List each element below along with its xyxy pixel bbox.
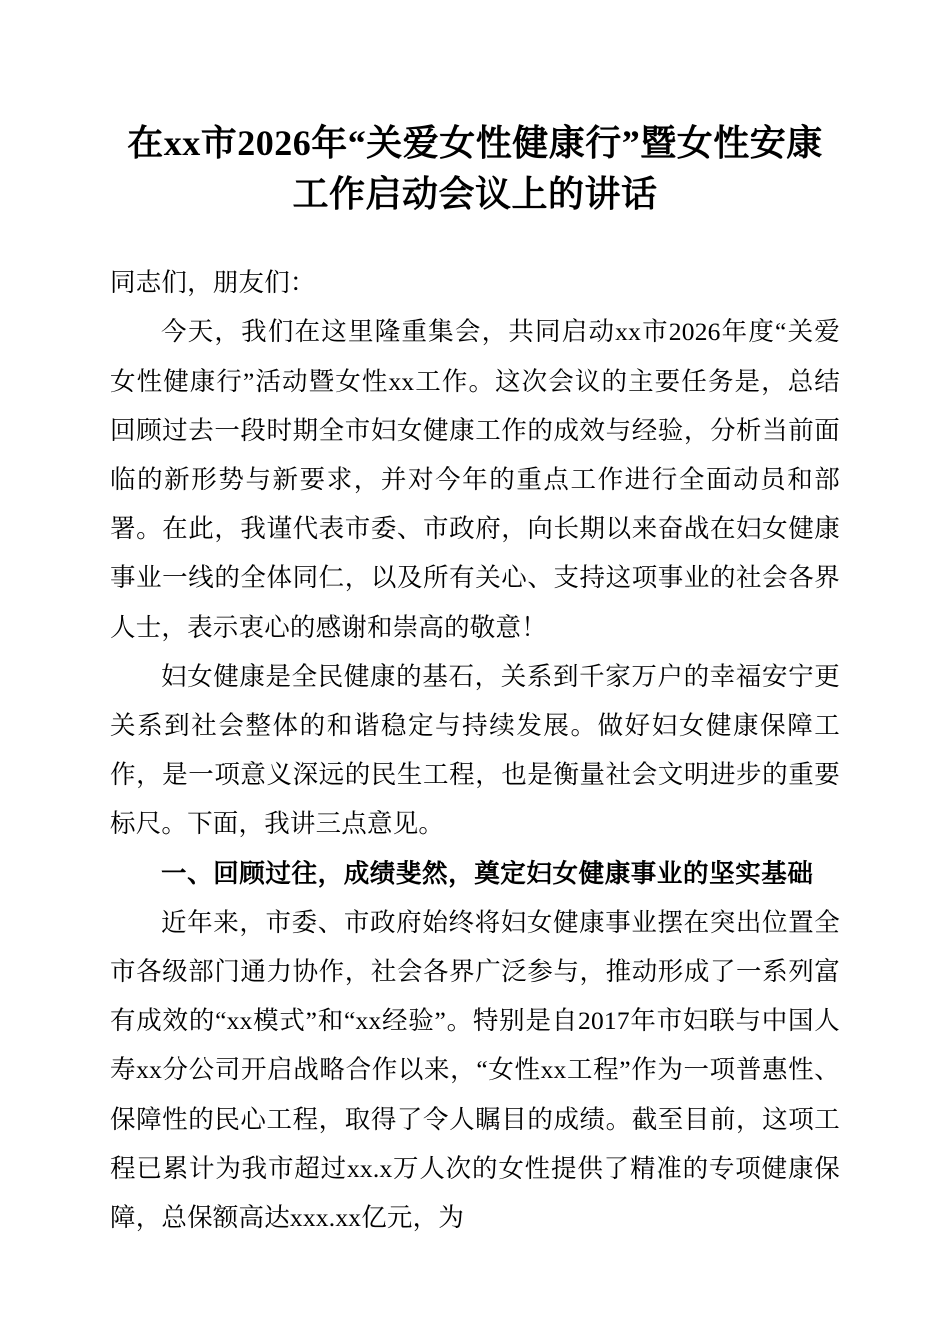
salutation: 同志们，朋友们： bbox=[110, 268, 316, 298]
paragraph-1: 今天，我们在这里隆重集会，共同启动xx市2026年度“关爱女性健康行”活动暨女性xx工作。这次会议的主要任务是，总结回顾过去一段时期全市妇女健康工作的成效与经验，分析当前面临的新形势与新要求，并对今年的重点工作进行全面动员和部署。在此，我谨代表市委、市政府，向长期以来奋战在妇女健康事业一线的全体同仁，以及所有关心、支持这项事业的社会各界人士，表示衷心的感谢和崇高的敬意！ bbox=[110, 317, 840, 642]
section-paragraph-1: 近年来，市委、市政府始终将妇女健康事业摆在突出位置全市各级部门通力协作，社会各界广泛参与，推动形成了一系列富有成效的“xx模式”和“xx经验”。特别是自2017年市妇联与中国人寿xx分公司开启战略合作以来，“女性xx工程”作为一项普惠性、保障性的民心工程，取得了令人瞩目的成绩。截至目前，这项工程已累计为我市超过xx.x万人次的女性提供了精准的专项健康保障，总保额高达xxx.xx亿元，为 bbox=[110, 907, 840, 1233]
page-title: 在xx市2026年“关爱女性健康行”暨女性安康工作启动会议上的讲话 bbox=[127, 123, 823, 215]
paragraph-2: 妇女健康是全民健康的基石，关系到千家万户的幸福安宁更关系到社会整体的和谐稳定与持续发展。做好妇女健康保障工作，是一项意义深远的民生工程，也是衡量社会文明进步的重要标尺。下面，我讲三点意见。 bbox=[110, 661, 840, 839]
section-heading-1: 一、回顾过往，成绩斐然，奠定妇女健康事业的坚实基础 bbox=[161, 858, 814, 888]
